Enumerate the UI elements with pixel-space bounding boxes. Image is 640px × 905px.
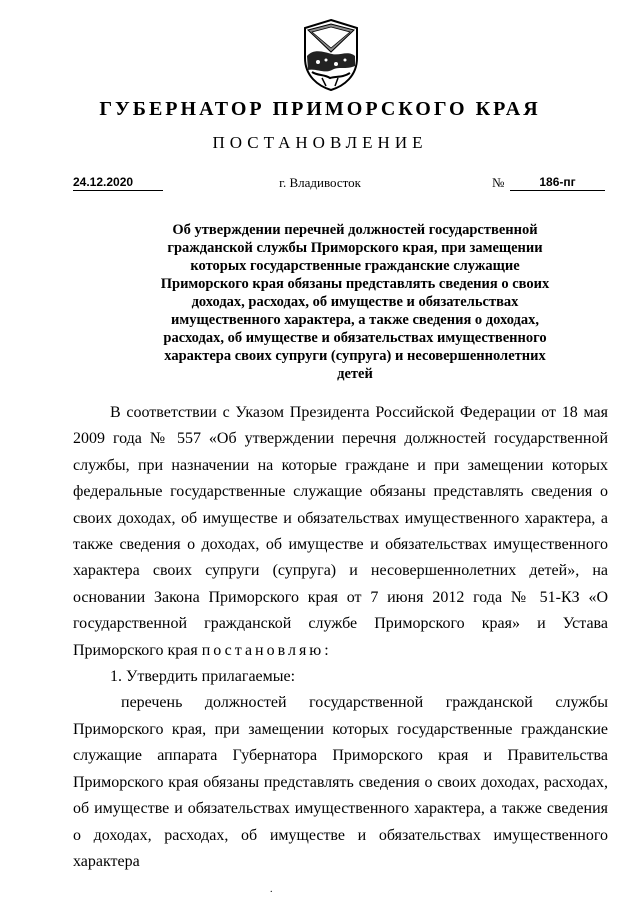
- number-label: №: [492, 175, 505, 190]
- decree-word: постановляю:: [201, 641, 332, 659]
- preamble-paragraph: [73, 400, 608, 664]
- document-city: г. Владивосток: [279, 175, 361, 190]
- item-1-heading: 1. Утвердить прилагаемые:: [110, 668, 296, 686]
- item-1-text: перечень должностей государственной гражданской службы Приморского края, при замещении которых государственные гражданские служащие аппарата Губернатора Приморского края и Правительства Приморского края обязаны представлять сведения о своих доходах, расходах, об имуществе и обязательствах имущественного характера, а также сведения о доходах, расходах, об имуществе и обязательствах имущественного характера: [73, 694, 608, 870]
- issuing-authority: ГУБЕРНАТОР ПРИМОРСКОГО КРАЯ: [99, 98, 541, 120]
- document-date: 24.12.2020: [73, 175, 163, 191]
- document-number: 186-пг: [510, 175, 605, 191]
- document-title: Об утверждении перечней должностей государственной гражданской службы Приморского края, при замещении которых государственные гражданские служащие Приморского края обязаны представлять сведения о своих доходах, расходах, об имуществе и обязательствах имущественного характера, а также сведения о доходах, расходах, об имуществе и обязательствах имущественного характера своих супруги (супруга) и несовершеннолетних детей: [160, 222, 550, 382]
- document-body: [73, 400, 608, 875]
- coat-of-arms-icon: [302, 18, 360, 92]
- document-type: ПОСТАНОВЛЕНИЕ: [212, 133, 428, 152]
- preamble-text: В соответствии с Указом Президента Российской Федерации от 18 мая 2009 года № 557 «Об утверждении перечня должностей государственной службы, при назначении на которые граждане и при замещении которых федеральные государственные служащие обязаны представлять сведения о своих доходах, об имуществе и обязательствах имущественного характера, а также сведения о доходах, об имуществе и обязательствах имущественного характера своих супруги (супруга) и несовершеннолетних детей», на основании Закона Приморского края от 7 июня 2012 года № 51-КЗ «О государственной гражданской службе Приморского края» и Устава Приморского края: [73, 404, 608, 659]
- page-mark: .: [270, 884, 273, 895]
